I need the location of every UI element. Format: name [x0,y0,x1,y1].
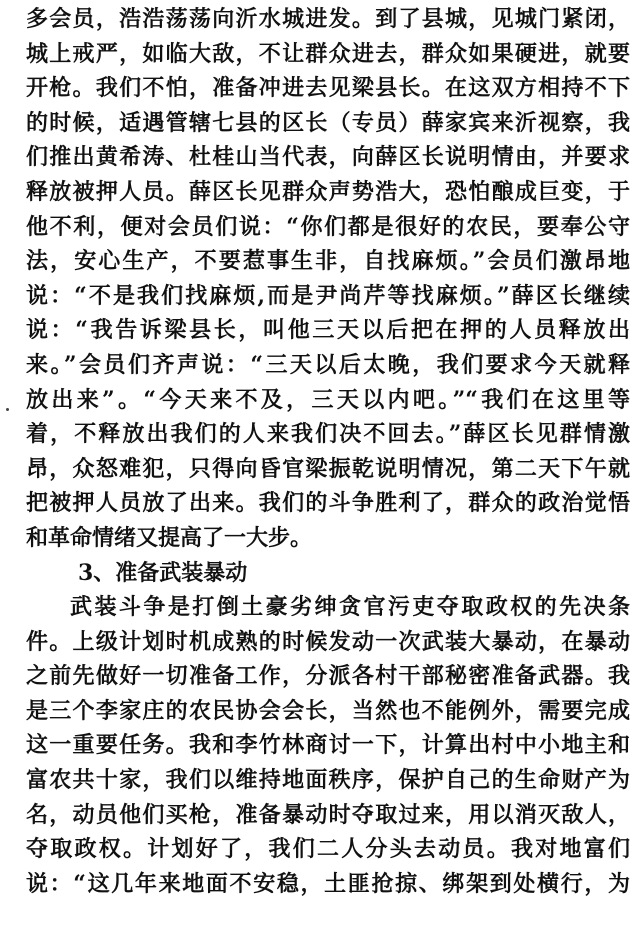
text-line-11: 来。”会员们齐声说：“三天以后太晚，我们要求今天就释 [26,351,630,378]
text-line-17: 武装斗争是打倒土豪劣绅贪官污吏夺取政权的先决条 [70,594,630,621]
text-line-18: 件。上级计划时机成熟的时候发动一次武装大暴动，在暴动 [26,628,630,655]
text-line-15: 把被押人员放了出来。我们的斗争胜利了，群众的政治觉悟 [26,490,630,517]
text-line-23: 名，动员他们买枪，准备暴动时夺取过来，用以消灭敌人， [26,801,630,828]
text-line-20: 是三个李家庄的农民协会会长，当然也不能例外，需要完成 [26,697,630,724]
text-line-24: 夺取政权。计划好了，我们二人分头去动员。我对地富们 [26,836,630,863]
text-line-5: 们推出黄希涛、杜桂山当代表，向薛区长说明情由，并要求 [26,144,630,171]
text-line-6: 释放被押人员。薛区长见群众声势浩大，恐怕酿成巨变，于 [26,178,630,205]
text-line-21: 这一重要任务。我和李竹林商讨一下，计算出村中小地主和 [26,732,630,759]
text-line-14: 昂，众怒难犯，只得向昏官梁振乾说明情况，第二天下午就 [26,455,630,482]
text-line-22: 富农共十家，我们以维持地面秩序，保护自己的生命财产为 [26,767,630,794]
text-line-2: 城上戒严，如临大敌，不让群众进去，群众如果硬进，就要 [26,40,630,67]
text-line-3: 开枪。我们不怕，准备冲进去见梁县长。在这双方相持不下 [26,75,630,102]
text-line-7: 他不利，便对会员们说：“你们都是很好的农民，要奉公守 [26,213,630,240]
text-line-16: 和革命情绪又提高了一大步。 [26,524,313,551]
section-heading: 3、准备武装暴动 [78,559,248,586]
text-line-25: 说：“这几年来地面不安稳，土匪抢掠、绑架到处横行，为 [26,870,630,897]
scan-speck [6,408,9,411]
text-line-12: 放出来”。“今天来不及，三天以内吧。”“我们在这里等 [26,386,630,413]
text-line-10: 说：“我告诉梁县长，叫他三天以后把在押的人员释放出 [26,317,630,344]
text-line-19: 之前先做好一切准备工作，分派各村干部秘密准备武器。我 [26,663,630,690]
text-line-8: 法，安心生产，不要惹事生非，自找麻烦。”会员们激昂地 [26,248,630,275]
text-line-1: 多会员，浩浩荡荡向沂水城进发。到了县城，见城门紧闭， [26,6,630,32]
text-line-4: 的时候，适遇管辖七县的区长（专员）薛家宾来沂视察，我 [26,109,630,136]
text-line-9: 说：“不是我们找麻烦,而是尹尚芹等找麻烦。”薛区长继续 [26,282,630,309]
text-line-13: 着，不释放出我们的人来我们决不回去。”薛区长见群情激 [26,421,630,448]
